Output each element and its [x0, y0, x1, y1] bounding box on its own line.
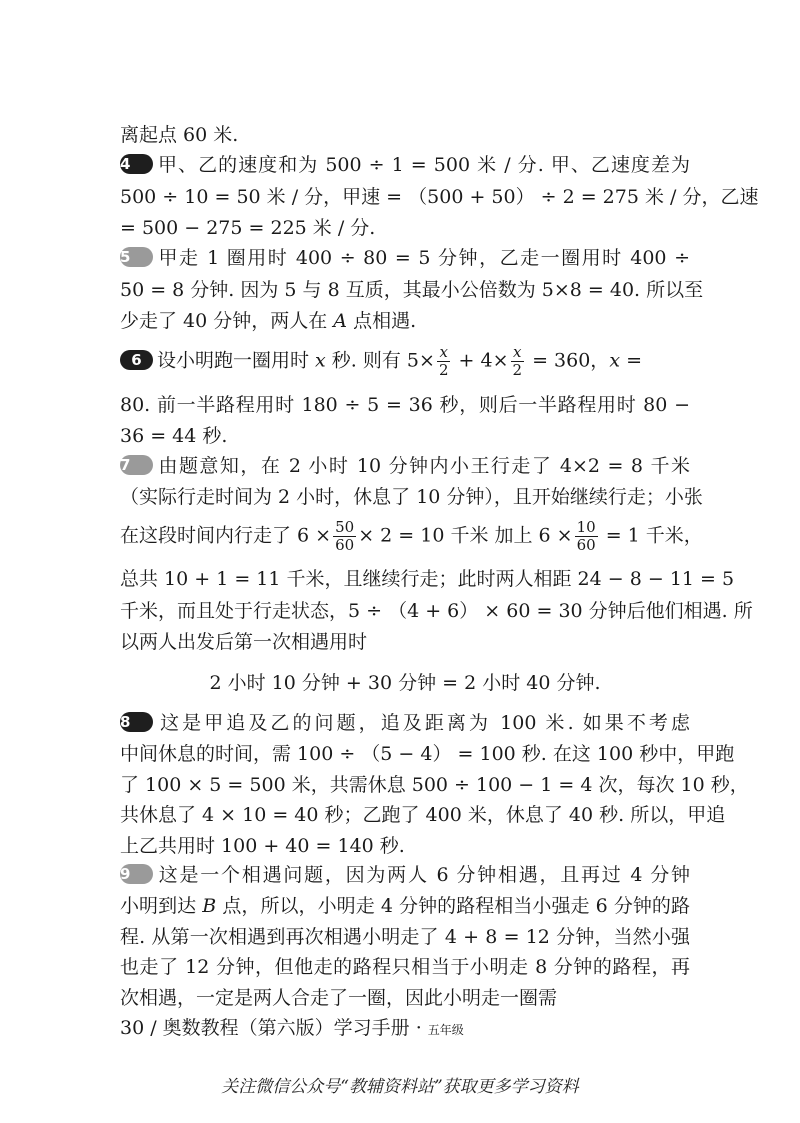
line-text: 2 小时 10 分钟 + 30 分钟 = 2 小时 40 分钟.: [209, 672, 601, 694]
line-text: 共休息了 4 × 10 = 40 秒；乙跑了 400 米，休息了 40 秒. 所以，甲追: [120, 804, 726, 826]
line-text: （实际行走时间为 2 小时，休息了 10 分钟），且开始继续行走；小张: [120, 486, 703, 508]
fraction-denominator: 2: [512, 361, 523, 379]
line-text: 甲走 1 圈用时 400 ÷ 80 = 5 分钟，乙走一圈用时 400 ÷: [157, 247, 690, 269]
fraction-denominator: 60: [576, 536, 596, 554]
text-line: [120, 482, 703, 512]
line-text: = 1 千米，: [599, 524, 703, 547]
problem-number-badge: 6: [120, 350, 153, 370]
book-title: 奥数教程（第六版）学习手册 ·: [162, 1017, 428, 1039]
text-line: [120, 596, 753, 626]
fraction: [333, 519, 356, 554]
line-text: 少走了 40 分钟，两人在: [120, 310, 334, 332]
math-variable: B: [202, 895, 217, 917]
text-line: [120, 800, 726, 830]
fraction-denominator: 60: [335, 536, 355, 554]
text-line: [120, 983, 690, 1013]
text-line: [120, 627, 690, 657]
centered-equation: [120, 668, 690, 698]
problem-8-line: [120, 708, 690, 738]
problem-number-badge: 7: [120, 455, 153, 475]
line-text: 上乙共用时 100 + 40 = 140 秒.: [120, 835, 405, 857]
problem-4-line: [120, 150, 690, 180]
fraction-numerator: x: [437, 344, 451, 362]
text-line: [120, 306, 690, 336]
line-text: 设小明跑一圈用时: [157, 349, 316, 372]
line-text: + 4×: [452, 349, 509, 372]
line-text: 总共 10 + 1 = 11 千米，且继续行走；此时两人相距 24 − 8 − 11 = 5: [120, 568, 735, 590]
line-text: 甲、乙的速度和为 500 ÷ 1 = 500 米 / 分. 甲、乙速度差为: [157, 154, 690, 176]
fraction-numerator: 50: [335, 518, 355, 536]
line-text: 由题意知，在 2 小时 10 分钟内小王行走了 4×2 = 8 千米: [157, 455, 690, 477]
text-line: [120, 739, 735, 769]
page-number: 30: [120, 1017, 145, 1039]
line-text: 离起点 60 米.: [120, 124, 239, 146]
text-line: [120, 182, 759, 212]
math-variable: A: [333, 310, 348, 332]
fraction-denominator: 2: [438, 361, 449, 379]
line-text: 50 = 8 分钟. 因为 5 与 8 互质，其最小公倍数为 5×8 = 40. 所以至: [120, 279, 704, 301]
problem-7-line: [120, 451, 690, 481]
line-text: 80. 前一半路程用时 180 ÷ 5 = 36 秒，则后一半路程用时 80 −: [120, 394, 690, 416]
text-line: [120, 922, 690, 952]
line-text: 也走了 12 分钟，但他走的路程只相当于小明走 8 分钟的路程，再: [120, 956, 690, 978]
line-text: 点，所以，小明走 4 分钟的路程相当小强走 6 分钟的路: [216, 895, 690, 917]
line-text: 以两人出发后第一次相遇用时: [120, 631, 368, 653]
line-text: =: [620, 349, 642, 372]
fraction: [511, 344, 525, 379]
text-line: [120, 952, 690, 982]
line-text: 程. 从第一次相遇到再次相遇小明走了 4 + 8 = 12 分钟，当然小强: [120, 926, 690, 948]
line-text: = 500 − 275 = 225 米 / 分.: [120, 217, 376, 239]
line-text: 次相遇，一定是两人合走了一圈，因此小明走一圈需: [120, 987, 558, 1009]
fraction: [575, 519, 598, 554]
text-line: [120, 390, 690, 420]
line-text: 千米，而且处于行走状态，5 ÷ （4 + 6） × 60 = 30 分钟后他们相遇. 所: [120, 600, 753, 622]
text-line: [120, 891, 690, 921]
line-text: 这是甲追及乙的问题，追及距离为 100 米. 如果不考虑: [157, 712, 690, 734]
line-text: 了 100 × 5 = 500 米，共需休息 500 ÷ 100 − 1 = 4 次，每次 10 秒，: [120, 774, 749, 796]
line-text: 500 ÷ 10 = 50 米 / 分，甲速 = （500 + 50） ÷ 2 = 275 米 / 分，乙速: [120, 186, 759, 208]
watermark-banner: 关注微信公众号“教辅资料站”获取更多学习资料: [221, 1077, 579, 1097]
text-line: [120, 564, 735, 594]
grade-label: 五年级: [427, 1023, 464, 1037]
math-variable: x: [315, 349, 326, 372]
line-text: 小明到达: [120, 895, 203, 917]
text-line: [120, 770, 749, 800]
fraction-numerator: x: [511, 344, 525, 362]
problem-number-badge: 4: [120, 154, 153, 174]
problem-6-line: [120, 344, 690, 379]
text-line: [120, 518, 703, 554]
page-footer: [120, 1014, 464, 1044]
fraction: [437, 344, 451, 379]
line-text: 在这段时间内行走了 6 ×: [120, 524, 332, 547]
fraction-numerator: 10: [576, 518, 596, 536]
text-line: [120, 831, 690, 861]
problem-9-line: [120, 860, 690, 890]
math-variable: x: [609, 349, 621, 372]
line-text: = 360，: [526, 349, 610, 372]
line-text: × 2 = 10 千米 加上 6 ×: [358, 524, 573, 547]
line-text: 中间休息的时间，需 100 ÷ （5 − 4） = 100 秒. 在这 100 秒中，甲跑: [120, 743, 735, 765]
footer-separator: /: [144, 1017, 163, 1039]
text-line: [120, 275, 704, 305]
line-text: 这是一个相遇问题，因为两人 6 分钟相遇，且再过 4 分钟: [157, 864, 690, 886]
problem-5-line: [120, 243, 690, 273]
line-text: 秒. 则有 5×: [325, 349, 435, 372]
text-line: [120, 213, 690, 243]
line-text: 36 = 44 秒.: [120, 425, 228, 447]
problem-number-badge: 9: [120, 864, 153, 884]
text-line: [120, 421, 690, 451]
problem-number-badge: 8: [120, 712, 153, 732]
problem-number-badge: 5: [120, 247, 153, 267]
text-line: [120, 120, 690, 150]
line-text: 点相遇.: [347, 310, 417, 332]
